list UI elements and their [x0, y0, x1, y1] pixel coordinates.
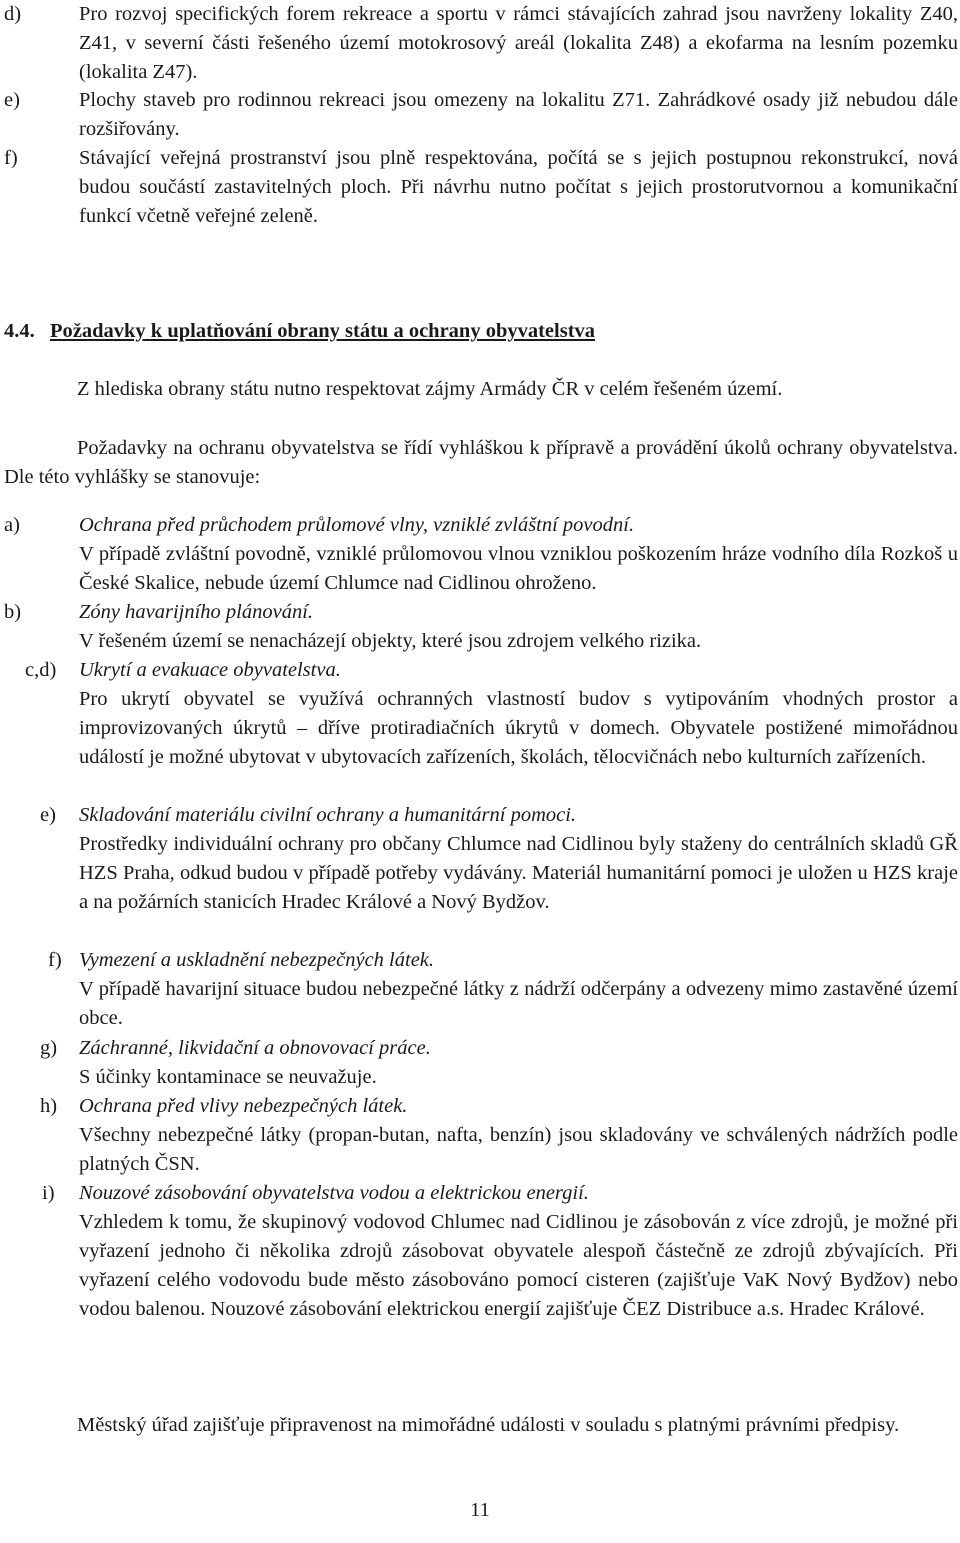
subitem-i	[4, 1179, 958, 1324]
list-item-e	[4, 86, 958, 144]
page-number: 11	[470, 1499, 490, 1521]
subitem-e	[4, 801, 958, 917]
section-number: 4.4.	[4, 320, 35, 342]
subitem-body: V řešeném území se nenacházejí objekty, které jsou zdrojem velkého rizika.	[79, 630, 702, 652]
subitem-body: Prostředky individuální ochrany pro občany Chlumce nad Cidlinou byly staženy do centrálních skladů GŘ HZS Praha, odkud budou v případě potřeby vydávány. Materiál humanitární pomoci je uložen u HZS kraje a na požárních stanicích Hradec Králové a Nový Bydžov.	[79, 833, 958, 913]
subitem-cd	[4, 656, 958, 772]
list-marker: d)	[4, 3, 22, 25]
list-marker: e)	[4, 89, 20, 111]
subitem-marker: h)	[40, 1095, 58, 1117]
list-marker: f)	[4, 147, 18, 169]
subitem-marker: a)	[4, 514, 20, 536]
section-heading	[4, 317, 595, 346]
list-item-text: Stávající veřejná prostranství jsou plně respektována, počítá se s jejich postupnou rekonstrukcí, nová budou součástí zastavitelných ploch. Při návrhu nutno počítat s jejich prostorutvornou a komunikační funkcí včetně veřejné zeleně.	[79, 147, 958, 227]
subitem-title: Nouzové zásobování obyvatelstva vodou a elektrickou energií.	[79, 1182, 589, 1204]
subitem-title: Ukrytí a evakuace obyvatelstva.	[79, 659, 341, 681]
section-title: Požadavky k uplatňování obrany státu a ochrany obyvatelstva	[50, 320, 596, 342]
subitem-title: Skladování materiálu civilní ochrany a humanitární pomoci.	[79, 804, 577, 826]
subitem-a	[4, 511, 958, 598]
intro-paragraph-protection: Požadavky na ochranu obyvatelstva se řídí vyhláškou k přípravě a provádění úkolů ochrany obyvatelstva. Dle této vyhlášky se stanovuje:	[4, 437, 958, 488]
intro-paragraph-defense: Z hlediska obrany státu nutno respektovat zájmy Armády ČR v celém řešeném území.	[77, 378, 783, 400]
subitem-title: Zóny havarijního plánování.	[79, 601, 314, 623]
list-item-text: Plochy staveb pro rodinnou rekreaci jsou omezeny na lokalitu Z71. Zahrádkové osady již nebudou dále rozšiřovány.	[79, 89, 958, 140]
list-item-d	[4, 0, 958, 87]
subitem-h	[4, 1092, 958, 1179]
closing-paragraph: Městský úřad zajišťuje připravenost na mimořádné události v souladu s platnými právními předpisy.	[77, 1414, 900, 1436]
subitem-body: V případě havarijní situace budou nebezpečné látky z nádrží odčerpány a odvezeny mimo zastavěné území obce.	[79, 978, 958, 1029]
subitem-title: Vymezení a uskladnění nebezpečných látek.	[79, 949, 435, 971]
subitem-marker: g)	[40, 1037, 58, 1059]
list-item-text: Pro rozvoj specifických forem rekreace a sportu v rámci stávajících zahrad jsou navrženy lokality Z40, Z41, v severní části řešeného území motokrosový areál (lokalita Z48) a ekofarma na lesním pozemku (lokalita Z47).	[79, 3, 958, 83]
subitem-marker: b)	[4, 601, 22, 623]
subitem-f	[4, 946, 958, 1033]
subitem-marker: i)	[42, 1182, 55, 1204]
subitem-body: V případě zvláštní povodně, vzniklé průlomovou vlnou vzniklou poškozením hráze vodního díla Rozkoš u České Skalice, nebude území Chlumce nad Cidlinou ohroženo.	[79, 543, 958, 594]
subitem-title: Ochrana před průchodem průlomové vlny, vzniklé zvláštní povodní.	[79, 514, 635, 536]
subitem-marker: e)	[40, 804, 56, 826]
subitem-marker: f)	[48, 949, 62, 971]
subitem-body: Všechny nebezpečné látky (propan-butan, nafta, benzín) jsou skladovány ve schválených nádržích podle platných ČSN.	[79, 1124, 958, 1175]
subitem-marker: c,d)	[25, 659, 57, 681]
list-item-f	[4, 144, 958, 231]
subitem-b	[4, 598, 958, 656]
subitem-title: Záchranné, likvidační a obnovovací práce.	[79, 1037, 431, 1059]
subitem-g	[4, 1034, 958, 1092]
subitem-body: S účinky kontaminace se neuvažuje.	[79, 1066, 377, 1088]
subitem-body: Vzhledem k tomu, že skupinový vodovod Chlumec nad Cidlinou je zásobován z více zdrojů, je možné při vyřazení jednoho či několika zdrojů zásobovat obyvatele alespoň částečně ze zdrojů zbývajících. Při vyřazení celého vodovodu bude město zásobováno pomocí cisteren (zajišťuje VaK Nový Bydžov) nebo vodou balenou. Nouzové zásobování elektrickou energií zajišťuje ČEZ Distribuce a.s. Hradec Králové.	[79, 1211, 958, 1320]
subitem-title: Ochrana před vlivy nebezpečných látek.	[79, 1095, 408, 1117]
subitem-body: Pro ukrytí obyvatel se využívá ochranných vlastností budov s vytipováním vhodných prostor a improvizovaných úkrytů – dříve protiradiačních úkrytů v domech. Obyvatele postižené mimořádnou událostí je možné ubytovat v ubytovacích zařízeních, školách, tělocvičnách nebo kulturních zařízeních.	[79, 688, 958, 768]
